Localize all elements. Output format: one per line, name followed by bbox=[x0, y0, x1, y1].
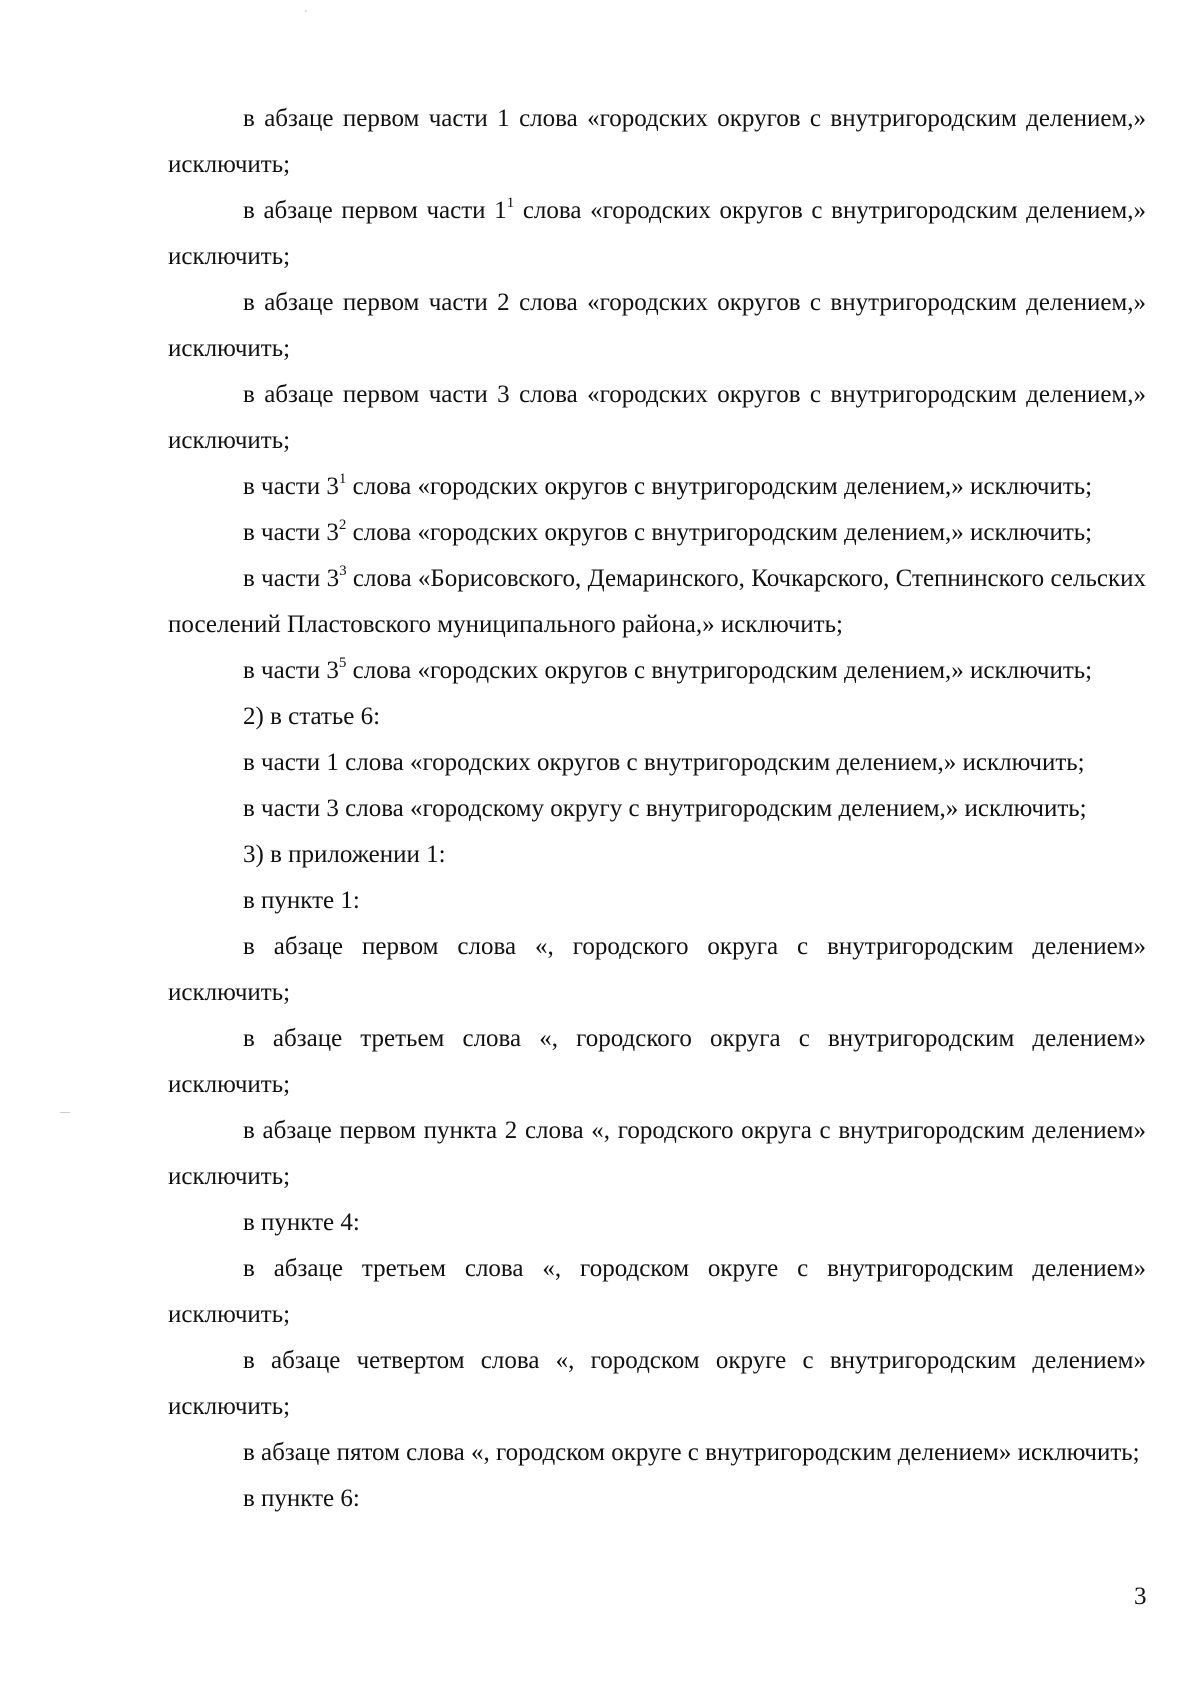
paragraph-21: в пункте 6: bbox=[243, 1485, 360, 1512]
paragraph-2-start: в абзаце первом части 1 bbox=[243, 197, 507, 224]
paragraph-4: в абзаце первом части 3 слова «городских округов с внутригородским делением,» исключить; bbox=[168, 381, 1146, 454]
paragraph-6 bbox=[168, 510, 1146, 556]
paragraph-7-start: в части 3 bbox=[243, 565, 340, 592]
paragraph-10: в части 1 слова «городских округов с внутригородским делением,» исключить; bbox=[243, 749, 1085, 776]
paragraph-9: 2) в статье 6: bbox=[243, 703, 381, 730]
paragraph-18: в абзаце третьем слова «, городском округе с внутригородским делением» исключить; bbox=[168, 1255, 1146, 1328]
paragraph-8 bbox=[168, 648, 1146, 694]
paragraph-6-start: в части 3 bbox=[243, 519, 339, 546]
superscript-index: 1 bbox=[338, 471, 347, 487]
paragraph-3: в абзаце первом части 2 слова «городских округов с внутригородским делением,» исключить; bbox=[168, 289, 1146, 362]
paragraph-6-end: слова «городских округов с внутригородским делением,» исключить; bbox=[346, 519, 1093, 546]
superscript-index: 1 bbox=[506, 195, 515, 211]
scan-speck bbox=[305, 10, 307, 12]
paragraph-5-start: в части 3 bbox=[243, 473, 339, 500]
paragraph-8-end: слова «городских округов с внутригородским делением,» исключить; bbox=[346, 657, 1093, 684]
paragraph-5 bbox=[168, 464, 1146, 510]
paragraph-5-end: слова «городских округов с внутригородским делением,» исключить; bbox=[346, 473, 1093, 500]
paragraph-8-start: в части 3 bbox=[243, 657, 339, 684]
paragraph-16: в абзаце первом пункта 2 слова «, городского округа с внутригородским делением» исключить; bbox=[168, 1117, 1146, 1190]
paragraph-14: в абзаце первом слова «, городского округа с внутригородским делением» исключить; bbox=[168, 933, 1146, 1006]
superscript-index: 3 bbox=[339, 563, 347, 579]
superscript-index: 2 bbox=[338, 517, 347, 533]
paragraph-15: в абзаце третьем слова «, городского округа с внутригородским делением» исключить; bbox=[168, 1025, 1146, 1098]
paragraph-7 bbox=[168, 556, 1146, 648]
paragraph-19: в абзаце четвертом слова «, городском округе с внутригородским делением» исключить; bbox=[168, 1347, 1146, 1420]
paragraph-12: 3) в приложении 1: bbox=[243, 841, 446, 868]
paragraph-7-end: слова «Борисовского, Демаринского, Кочкарского, Степнинского сельских поселений Пластовского муниципального района,» исключить; bbox=[168, 565, 1147, 638]
paragraph-11: в части 3 слова «городскому округу с внутригородским делением,» исключить; bbox=[243, 795, 1087, 822]
scan-margin-mark bbox=[60, 1112, 70, 1113]
document-body bbox=[168, 96, 1146, 1522]
paragraph-17: в пункте 4: bbox=[243, 1209, 360, 1236]
paragraph-1: в абзаце первом части 1 слова «городских округов с внутригородским делением,» исключить; bbox=[168, 105, 1146, 178]
superscript-index: 5 bbox=[338, 655, 347, 671]
paragraph-2 bbox=[168, 188, 1146, 280]
paragraph-2-end: слова «городских округов с внутригородским делением,» исключить; bbox=[168, 197, 1146, 270]
paragraph-13: в пункте 1: bbox=[243, 887, 360, 914]
page-number: 3 bbox=[1134, 1583, 1147, 1610]
paragraph-20: в абзаце пятом слова «, городском округе с внутригородским делением» исключить; bbox=[243, 1439, 1140, 1466]
